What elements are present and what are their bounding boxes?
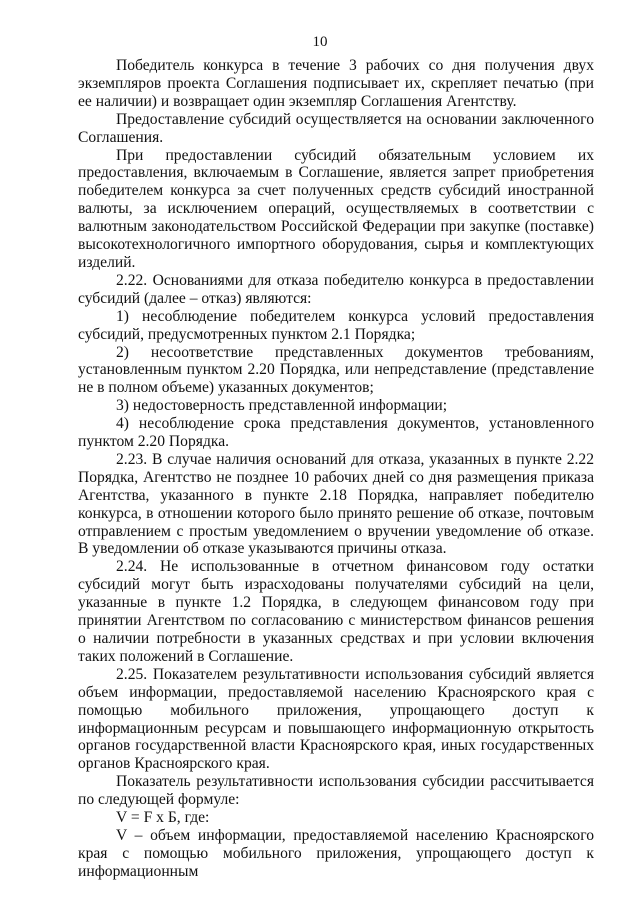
paragraph-2-22-item-4: 4) несоблюдение срока представления документов, установленного пунктом 2.20 Порядка. xyxy=(78,415,594,451)
page-number: 10 xyxy=(312,34,328,50)
paragraph-2-22-item-3: 3) недостоверность представленной информации; xyxy=(116,397,448,415)
paragraph-formula-v-definition: V – объем информации, предоставляемой населению Красноярского края с помощью мобильного приложения, упрощающего доступ к информационным xyxy=(78,826,594,880)
paragraph-currency-restriction: При предоставлении субсидий обязательным условием их предоставления, включаемым в Соглашение, является запрет приобретения победителем конкурса за счет полученных средств субсидий иностранной валюты, за исключением операций, осуществляемых в соответствии с валютным законодательством Российской Федерации при закупке (поставке) высокотехнологичного импортного оборудования, сырья и комплектующих изделий. xyxy=(78,146,594,271)
paragraph-2-23: 2.23. В случае наличия оснований для отказа, указанных в пункте 2.22 Порядка, Агентство не позднее 10 рабочих дней со дня размещения приказа Агентства, указанного в пункте 2.18 Порядка, направляет победителю конкурса, в отношении которого было принято решение об отказе, почтовым отправлением с простым уведомлением о вручении уведомление об отказе. В уведомлении об отказе указываются причины отказа. xyxy=(78,450,594,558)
paragraph-2-22-item-2: 2) несоответствие представленных документов требованиям, установленным пунктом 2.20 Порядка, или непредставление (представление не в полном объеме) указанных документов; xyxy=(78,343,594,397)
paragraph-2-22: 2.22. Основаниями для отказа победителю конкурса в предоставлении субсидий (далее – отказ) являются: xyxy=(78,271,594,307)
paragraph-agreement-signing: Победитель конкурса в течение 3 рабочих со дня получения двух экземпляров проекта Соглашения подписывает их, скрепляет печатью (при ее наличии) и возвращает один экземпляр Соглашения Агентству. xyxy=(78,57,594,110)
paragraph-2-22-item-1: 1) несоблюдение победителем конкурса условий предоставления субсидий, предусмотренных пунктом 2.1 Порядка; xyxy=(78,307,594,343)
paragraph-indicator-formula-intro: Показатель результативности использования субсидии рассчитывается по следующей формуле: xyxy=(78,773,594,809)
paragraph-2-25: 2.25. Показателем результативности использования субсидий является объем информации, предоставляемой населению Красноярского края с помощью мобильного приложения, упрощающего доступ к информационным ресурсам и повышающего информационную открытость органов государственной власти Красноярского края, иных государственных органов Красноярского края. xyxy=(78,665,594,773)
paragraph-2-24: 2.24. Не использованные в отчетном финансовом году остатки субсидий могут быть израсходованы получателями субсидий на цели, указанные в пункте 1.2 Порядка, в следующем финансовом году при принятии Агентством по согласованию с министерством финансов решения о наличии потребности в указанных средствах и при условии включения таких положений в Соглашение. xyxy=(78,558,594,665)
paragraph-formula: V = F х Б, где: xyxy=(116,809,210,827)
paragraph-subsidy-basis: Предоставление субсидий осуществляется на основании заключенного Соглашения. xyxy=(78,110,594,146)
document-body xyxy=(78,57,594,881)
